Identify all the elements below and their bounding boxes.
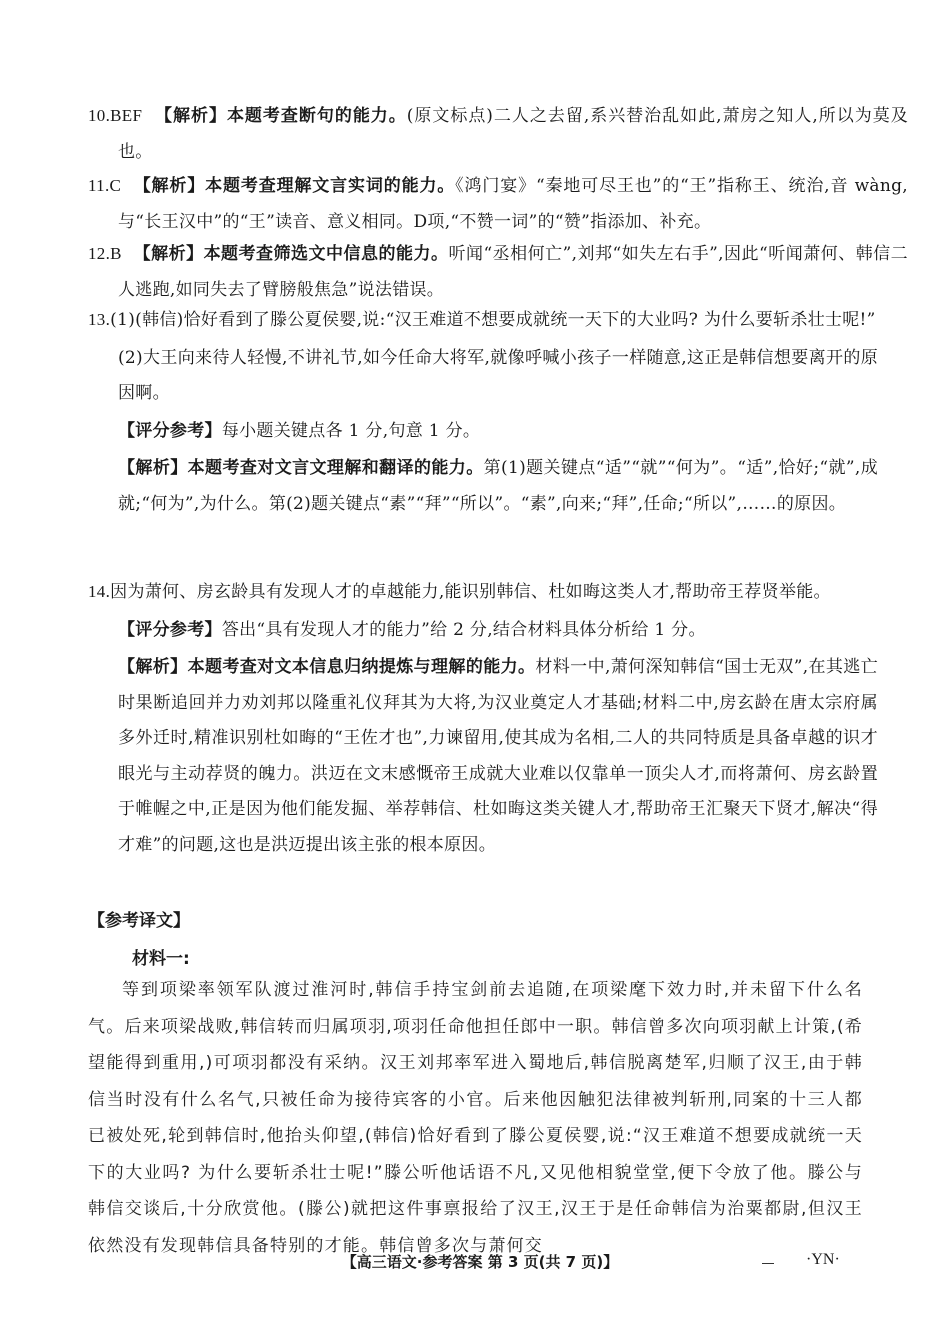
question-11	[88, 168, 908, 240]
answer-main	[88, 574, 878, 611]
answer-text: (1)(韩信)恰好看到了滕公夏侯婴,说:“汉王难道不想要成就统一天下的大业吗? 为什么要斩杀壮士呢!”	[110, 310, 876, 330]
analysis-label: 【解析】本题考查对文本信息归纳提炼与理解的能力。	[118, 657, 536, 677]
analysis-label: 【解析】本题考查对文言文理解和翻译的能力。	[118, 458, 484, 478]
score-label: 【评分参考】	[118, 619, 222, 640]
translation-text: 等到项梁率领军队渡过淮河时,韩信手持宝剑前去追随,在项梁麾下效力时,并未留下什么名气。后来项梁战败,韩信转而归属项羽,项羽任命他担任郎中一职。韩信曾多次向项羽献上计策,(希望能得到重用,)可项羽都没有采纳。汉王刘邦率军进入蜀地后,韩信脱离楚军,归顺了汉王,由于韩信当时没有什么名气,只被任命为接待宾客的小官。后来他因触犯法律被判斩刑,同案的十三人都已被处死,轮到韩信时,他抬头仰望,(韩信)恰好看到了滕公夏侯婴,说:“汉王难道不想要成就统一天下的大业吗? 为什么要斩杀壮士呢!”滕公听他话语不凡,又见他相貌堂堂,便下令放了他。滕公与韩信交谈后,十分欣赏他。(滕公)就把这件事禀报给了汉王,汉王于是任命韩信为治粟都尉,但汉王依然没有发现韩信具备特别的才能。韩信曾多次与萧何交	[88, 980, 863, 1256]
question-number: 13.	[88, 310, 111, 329]
answer-part-2	[88, 341, 878, 412]
score-text: 答出“具有发现人才的能力”给 2 分,结合材料具体分析给 1 分。	[221, 619, 706, 640]
footer-mark	[762, 1255, 774, 1264]
analysis-label: 【解析】本题考查断句的能力。	[155, 106, 407, 126]
analysis-label: 【解析】本题考查筛选文中信息的能力。	[133, 244, 449, 264]
analysis-text: 材料一中,萧何深知韩信“国士无双”,在其逃亡时果断追回并力劝刘邦以隆重礼仪拜其为大将,为汉业奠定人才基础;材料二中,房玄龄在唐太宗府属多外迁时,精准识别杜如晦的“王佐才也”,力谏留用,使其成为名相,二人的共同特质是具备卓越的识才眼光与主动荐贤的魄力。洪迈在文末感慨帝王成就大业难以仅靠单一顶尖人才,而将萧何、房玄龄置于帷幄之中,正是因为他们能发掘、举荐韩信、杜如晦这类关键人才,帮助帝王汇聚天下贤才,解决“得才难”的问题,这也是洪迈提出该主张的根本原因。	[118, 657, 878, 855]
question-number: 11.C	[88, 176, 122, 195]
answer-text: (2)大王向来待人轻慢,不讲礼节,如今任命大将军,就像呼喊小孩子一样随意,这正是韩信想要离开的原因啊。	[118, 347, 878, 403]
analysis-text: (原文标点)二人之去留,系兴替治乱如此,萧房之知人,所以为莫及也。	[118, 106, 908, 162]
analysis	[88, 650, 878, 863]
analysis-text: 第(1)题关键点“适”“就”“何为”。“适”,恰好;“就”,成就;“何为”,为什么。第(2)题关键点“素”“拜”“所以”。“素”,向来;“拜”,任命;“所以”,……的原因。	[118, 458, 878, 514]
question-number: 14.	[88, 582, 111, 601]
material-title: 材料一:	[132, 949, 190, 969]
question-10	[88, 98, 908, 170]
question-12	[88, 236, 908, 308]
footer-page-info: 【高三语文·参考答案 第 3 页(共 7 页)】	[341, 1253, 619, 1271]
question-14	[88, 574, 878, 863]
analysis	[88, 451, 878, 522]
score-text: 每小题关键点各 1 分,句意 1 分。	[221, 420, 481, 441]
score-reference	[88, 613, 878, 649]
analysis-text: 听闻“丞相何亡”,刘邦“如失左右手”,因此“听闻萧何、韩信二人逃跑,如同失去了臂膀般焦急”说法错误。	[118, 244, 908, 300]
score-label: 【评分参考】	[118, 420, 222, 441]
question-number: 10.BEF	[88, 106, 143, 125]
analysis-text: 《鸿门宴》“秦地可尽王也”的“王”指称王、统治,音 wàng,与“长王汉中”的“王”读音、意义相同。D项,“不赞一词”的“赞”指添加、补充。	[118, 176, 908, 232]
answer-part-1	[88, 302, 878, 339]
footer-code: ·YN·	[806, 1251, 840, 1268]
question-number: 12.B	[88, 244, 122, 263]
analysis-label: 【解析】本题考查理解文言实词的能力。	[133, 176, 456, 196]
answer-text: 因为萧何、房玄龄具有发现人才的卓越能力,能识别韩信、杜如晦这类人才,帮助帝王荐贤举能。	[110, 582, 831, 602]
question-13	[88, 302, 878, 522]
translation-heading: 【参考译文】	[88, 911, 190, 931]
score-reference	[88, 414, 878, 450]
